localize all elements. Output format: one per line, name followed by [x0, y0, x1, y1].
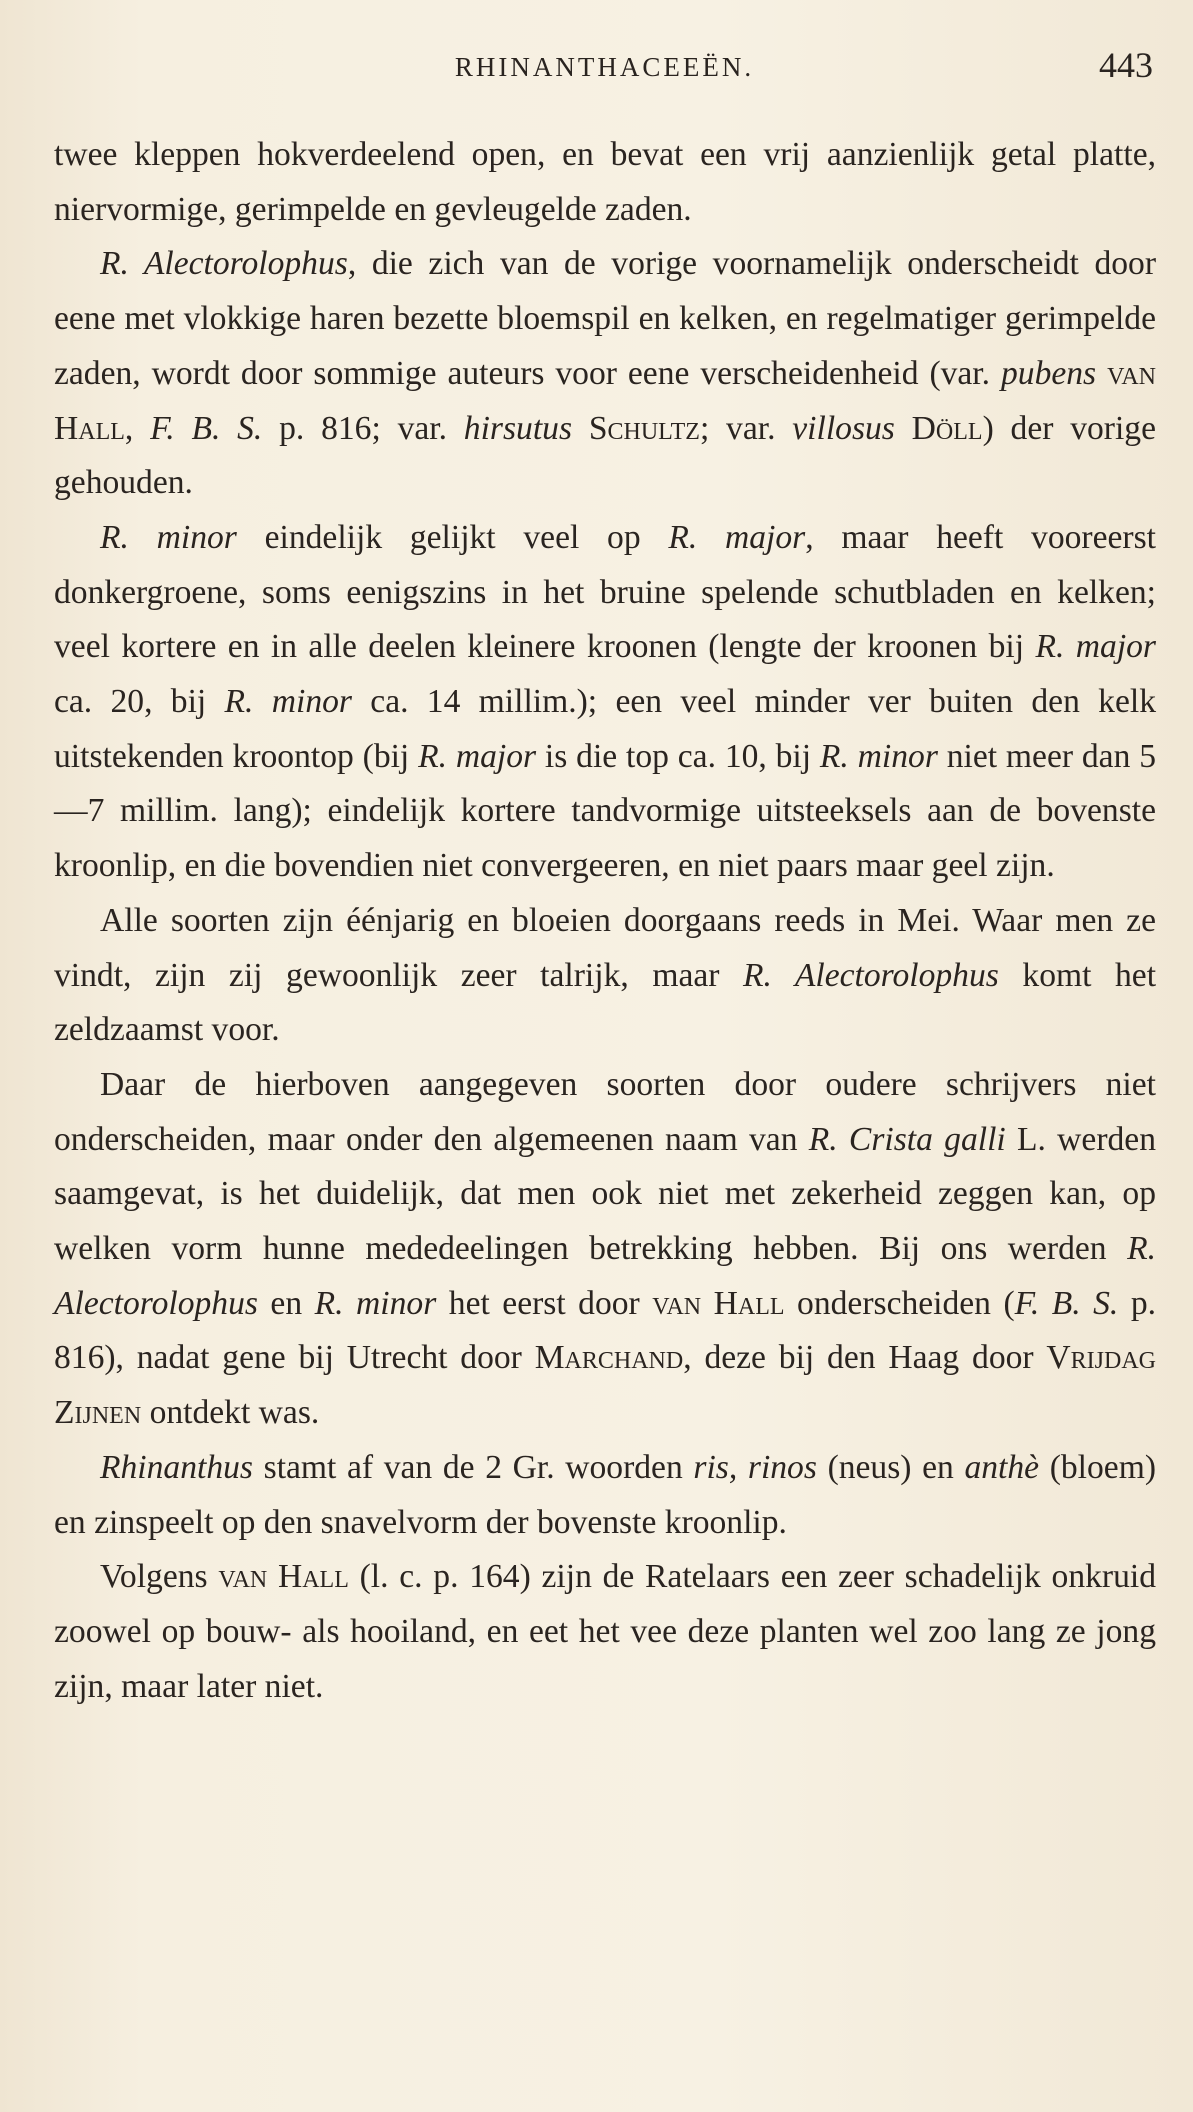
text-run: , maar heeft vooreerst donkergroene, soms eenigszins in het bruine spelende schutbladen en kelken; veel kortere en in alle deelen kleinere kroonen (lengte der kroonen bij — [54, 518, 1156, 666]
text-run: is die top ca. 10, bij — [536, 737, 820, 775]
text-run: ca. 14 millim.); een veel minder ver buiten den kelk uitstekenden kroontop (bij — [54, 683, 1156, 775]
author-name: Marchand — [534, 1339, 684, 1377]
author-name: Döll — [911, 409, 983, 447]
text-run: komt het zeldzaamst voor. — [54, 956, 1157, 1049]
italic-text: Rhinanthus — [100, 1448, 253, 1486]
paragraph — [54, 1058, 1156, 1441]
paragraph — [54, 237, 1156, 511]
text-run: twee kleppen hokverdeelend open, en bevat een vrij aanzienlijk getal platte, niervormige, gerimpelde en gevleugelde zaden. — [54, 136, 1156, 228]
text-run — [572, 410, 589, 447]
text-run: , die zich van de vorige voornamelijk onderscheidt door eene met vlokkige haren bezette bloemspil en kelken, en regelmatiger gerimpelde zaden, wordt door sommige auteurs voor eene verscheidenheid (var. — [54, 245, 1157, 392]
text-run: Alle soorten zijn éénjarig en bloeien doorgaans reeds in Mei. Waar men ze vindt, zijn zij gewoonlijk zeer talrijk, maar — [54, 901, 1156, 994]
text-run: stamt af van de 2 Gr. woorden — [252, 1448, 694, 1486]
text-run: ontdekt was. — [141, 1394, 320, 1432]
author-name: van Hall — [54, 354, 1156, 447]
italic-text: R. Crista galli — [808, 1120, 1006, 1158]
paragraph — [54, 128, 1156, 237]
text-run: , — [124, 409, 151, 447]
text-run: ; var. — [699, 409, 793, 447]
italic-text: R. minor — [314, 1284, 437, 1322]
body-text — [54, 128, 1156, 1714]
italic-text: hirsutus — [463, 409, 573, 447]
text-run: ca. 20, bij — [54, 683, 225, 721]
italic-text: R. Alectorolophus — [743, 956, 999, 994]
text-run: niet meer dan 5—7 millim. lang); eindelijk kortere tandvormige uitsteeksels aan de bovenste kroonlip, en die bovendien niet convergeeren, en niet paars maar geel zijn. — [54, 737, 1156, 885]
italic-text: villosus — [792, 409, 895, 447]
page-header — [56, 44, 1153, 92]
paragraph — [54, 1550, 1156, 1714]
text-run: L. werden saamgevat, is het duidelijk, dat men ook niet met zekerheid zeggen kan, op welken vorm hunne mededeelingen betrekking hebben. Bij ons werden — [54, 1120, 1156, 1268]
text-run: p. 816), nadat gene bij Utrecht door — [54, 1284, 1157, 1377]
paragraph — [54, 894, 1156, 1058]
paragraph — [54, 511, 1156, 894]
author-name: van Hall — [652, 1284, 785, 1322]
italic-text: F. B. S. — [150, 409, 263, 447]
text-run: en — [257, 1284, 315, 1322]
italic-text: F. B. S. — [1014, 1284, 1119, 1322]
page-number: 443 — [1099, 45, 1153, 85]
text-run: (bloem) en zinspeelt op den snavelvorm der bovenste kroonlip. — [54, 1448, 1156, 1541]
author-name: Schultz — [588, 409, 700, 447]
text-run: ) der vorige gehouden. — [54, 409, 1156, 502]
italic-text: R. minor — [224, 683, 352, 721]
text-run: Volgens — [100, 1558, 219, 1596]
text-run — [895, 410, 912, 447]
italic-text: R. major — [668, 518, 806, 556]
text-run: eindelijk gelijkt veel op — [236, 518, 669, 556]
text-run — [1096, 355, 1107, 392]
text-run: , deze bij den Haag door — [683, 1339, 1047, 1377]
paragraph — [54, 1441, 1156, 1550]
text-run: (neus) en — [816, 1448, 965, 1486]
italic-text: R. Alectorolophus — [54, 1230, 1156, 1322]
italic-text: pubens — [1000, 354, 1097, 392]
italic-text: R. minor — [819, 737, 938, 775]
text-run: (l. c. p. 164) zijn de Ratelaars een zeer schadelijk onkruid zoowel op bouw- als hooiland, en eet het vee deze planten wel zoo lang ze jong zijn, maar later niet. — [54, 1558, 1156, 1705]
italic-text: anthè — [964, 1448, 1040, 1486]
italic-text: R. Alectorolophus — [100, 245, 348, 283]
author-name: van Hall — [218, 1558, 349, 1596]
text-run: p. 816; var. — [262, 409, 464, 447]
italic-text: R. minor — [100, 518, 237, 556]
italic-text: ris, rinos — [693, 1448, 817, 1486]
italic-text: R. major — [418, 737, 537, 775]
text-run: Daar de hierboven aangegeven soorten door oudere schrijvers niet onderscheiden, maar onder den algemeenen naam van — [54, 1065, 1156, 1158]
text-run: het eerst door — [436, 1284, 653, 1322]
text-run: onderscheiden ( — [784, 1284, 1015, 1322]
author-name: Vrijdag Zijnen — [54, 1339, 1156, 1432]
italic-text: R. major — [1035, 628, 1156, 666]
running-head: RHINANTHACEEËN. — [454, 52, 755, 82]
